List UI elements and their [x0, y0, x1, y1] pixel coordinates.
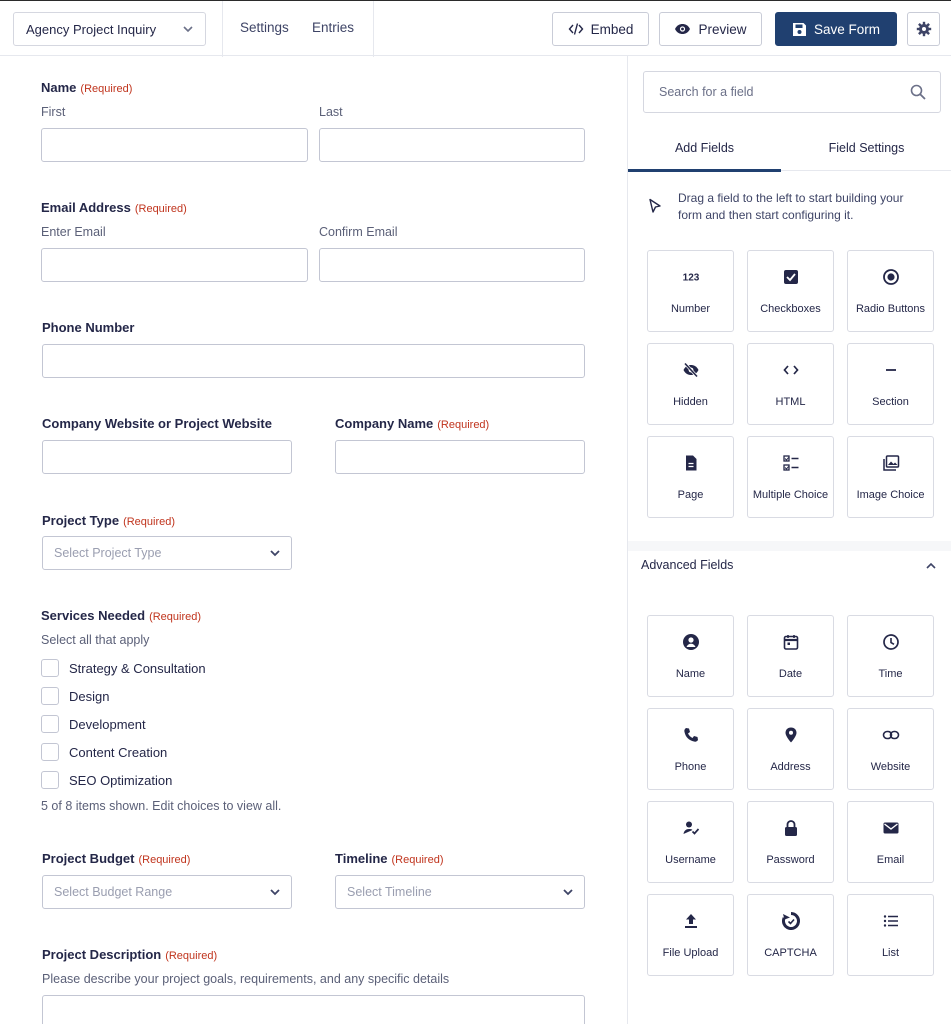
embed-button[interactable] [552, 12, 649, 46]
email-input[interactable] [41, 248, 308, 282]
field-tile-name[interactable] [647, 615, 734, 697]
save-form-button[interactable] [775, 12, 897, 46]
nav-entries-link[interactable]: Entries [312, 20, 355, 35]
company-name-input[interactable] [335, 440, 585, 474]
choices-shown-note: 5 of 8 items shown. Edit choices to view all. [41, 799, 282, 813]
timeline-select[interactable] [335, 875, 585, 909]
link-icon [848, 726, 933, 744]
eye-icon [674, 23, 691, 35]
gear-icon [916, 21, 932, 37]
choice-label: SEO Optimization [69, 772, 173, 788]
radio-icon [848, 268, 933, 286]
divider [373, 1, 374, 57]
tab-field-settings[interactable]: Field Settings [828, 141, 905, 155]
services-needed-label: Services Needed (Required) [41, 608, 202, 623]
timeline-placeholder: Select Timeline [347, 885, 432, 899]
checkbox-choice[interactable] [41, 659, 206, 677]
field-tile-label: Image Choice [856, 489, 925, 501]
captcha-icon [748, 912, 833, 930]
checkbox-choice[interactable] [41, 771, 172, 789]
form-name: Agency Project Inquiry [26, 21, 157, 37]
checkbox-choice[interactable] [41, 715, 146, 733]
checkbox-choice[interactable] [41, 743, 167, 761]
settings-gear-button[interactable] [907, 12, 940, 46]
checkbox[interactable] [41, 687, 59, 705]
last-name-input[interactable] [319, 128, 585, 162]
choice-label: Development [69, 716, 146, 732]
phone-field-label: Phone Number [42, 320, 135, 335]
checkbox-choice[interactable] [41, 687, 109, 705]
field-tile-checkboxes[interactable] [747, 250, 834, 332]
project-type-select[interactable] [42, 536, 292, 570]
choice-label: Strategy & Consultation [69, 660, 206, 676]
upload-icon [648, 912, 733, 930]
chevron-down-icon [562, 886, 574, 898]
field-tile-label: List [881, 947, 900, 959]
number-icon [648, 268, 733, 286]
minus-icon [848, 361, 933, 379]
budget-select[interactable] [42, 875, 292, 909]
required-indicator: (Required) [138, 854, 191, 866]
field-tile-multiple-choice[interactable] [747, 436, 834, 518]
field-tile-email[interactable] [847, 801, 934, 883]
email-field-label: Email Address (Required) [41, 200, 187, 215]
lock-icon [748, 819, 833, 837]
field-tile-label: Username [665, 854, 716, 866]
floppy-disk-icon [792, 22, 807, 37]
field-tile-phone[interactable] [647, 708, 734, 790]
chevron-down-icon [269, 886, 281, 898]
project-type-label: Project Type (Required) [42, 513, 176, 528]
nav-settings-link[interactable]: Settings [240, 20, 289, 35]
checkbox[interactable] [41, 715, 59, 733]
first-name-input[interactable] [41, 128, 308, 162]
website-input[interactable] [42, 440, 292, 474]
code-icon [748, 361, 833, 379]
field-tile-label: Section [872, 396, 909, 408]
image-gallery-icon [848, 454, 933, 472]
field-tile-label: Number [670, 303, 711, 315]
field-tile-label: Page [677, 489, 704, 501]
field-tile-page[interactable] [647, 436, 734, 518]
search-icon [910, 84, 926, 100]
field-picker-panel [627, 56, 951, 1024]
field-search-input[interactable] [643, 71, 941, 113]
field-tile-label: Radio Buttons [855, 303, 926, 315]
project-type-placeholder: Select Project Type [54, 546, 162, 560]
phone-input[interactable] [42, 344, 585, 378]
section-separator [628, 541, 951, 551]
project-description-label: Project Description (Required) [42, 947, 218, 962]
choice-label: Content Creation [69, 744, 168, 760]
field-tile-hidden[interactable] [647, 343, 734, 425]
tab-add-fields[interactable]: Add Fields [674, 141, 735, 155]
field-tile-label: Multiple Choice [752, 489, 829, 501]
top-toolbar [0, 0, 951, 56]
field-tile-label: Address [770, 761, 811, 773]
field-tile-label: Phone [674, 761, 707, 773]
field-tile-label: HTML [775, 396, 806, 408]
map-pin-icon [748, 726, 833, 744]
document-icon [648, 454, 733, 472]
website-field-label: Company Website or Project Website [42, 416, 272, 431]
field-tile-password[interactable] [747, 801, 834, 883]
advanced-fields-heading: Advanced Fields [641, 558, 734, 572]
field-tile-label: CAPTCHA [764, 947, 817, 959]
code-icon [568, 22, 584, 36]
active-tab-indicator [628, 169, 781, 172]
divider [222, 1, 223, 57]
first-name-sublabel: First [41, 105, 66, 119]
confirm-email-sublabel: Confirm Email [319, 225, 398, 239]
chevron-down-icon [181, 22, 195, 36]
services-description: Select all that apply [41, 633, 150, 647]
user-circle-icon [648, 633, 733, 651]
calendar-icon [748, 633, 833, 651]
search-placeholder: Search for a field [659, 85, 754, 99]
budget-placeholder: Select Budget Range [54, 885, 173, 899]
field-tile-list[interactable] [847, 894, 934, 976]
project-description-help: Please describe your project goals, requirements, and any specific details [42, 972, 450, 986]
checkbox[interactable] [41, 743, 59, 761]
project-description-textarea[interactable] [42, 995, 585, 1024]
field-tile-username[interactable] [647, 801, 734, 883]
field-tile-section[interactable] [847, 343, 934, 425]
required-indicator: (Required) [391, 854, 444, 866]
choice-label: Design [69, 688, 110, 704]
required-indicator: (Required) [80, 83, 133, 95]
field-tile-label: Name [675, 668, 706, 680]
field-tile-radio-buttons[interactable] [847, 250, 934, 332]
field-tile-website[interactable] [847, 708, 934, 790]
required-indicator: (Required) [165, 950, 218, 962]
field-tile-number[interactable] [647, 250, 734, 332]
field-tile-file-upload[interactable] [647, 894, 734, 976]
field-tile-label: Date [778, 668, 803, 680]
list-icon [848, 912, 933, 930]
field-tile-captcha[interactable] [747, 894, 834, 976]
field-tile-label: File Upload [662, 947, 719, 959]
confirm-email-input[interactable] [319, 248, 585, 282]
field-tile-label: Password [766, 854, 815, 866]
preview-button[interactable] [659, 12, 762, 46]
required-indicator: (Required) [149, 611, 202, 623]
clock-icon [848, 633, 933, 651]
field-tile-address[interactable] [747, 708, 834, 790]
chevron-up-icon[interactable] [925, 560, 937, 572]
required-indicator: (Required) [134, 203, 187, 215]
field-tile-label: Hidden [673, 396, 708, 408]
project-budget-label: Project Budget (Required) [42, 851, 191, 866]
embed-label: Embed [590, 21, 634, 37]
preview-label: Preview [698, 21, 747, 37]
chevron-down-icon [269, 547, 281, 559]
checklist-icon [748, 454, 833, 472]
field-tile-html[interactable] [747, 343, 834, 425]
field-tile-label: Website [870, 761, 911, 773]
field-tile-time[interactable] [847, 615, 934, 697]
timeline-label: Timeline (Required) [335, 851, 444, 866]
name-field-label: Name (Required) [41, 80, 133, 95]
field-tile-label: Checkboxes [760, 303, 821, 315]
checkbox[interactable] [41, 771, 59, 789]
save-form-label: Save Form [813, 21, 881, 37]
required-indicator: (Required) [123, 516, 176, 528]
checkbox[interactable] [41, 659, 59, 677]
eye-off-icon [648, 361, 733, 379]
company-field-label: Company Name (Required) [335, 416, 490, 431]
phone-icon [648, 726, 733, 744]
envelope-icon [848, 819, 933, 837]
field-tile-image-choice[interactable] [847, 436, 934, 518]
svg-text:123: 123 [682, 272, 699, 284]
cursor-pointer-icon [648, 198, 662, 214]
form-switcher-dropdown[interactable] [13, 12, 206, 46]
field-tile-label: Time [878, 668, 903, 680]
field-tile-label: Email [876, 854, 905, 866]
required-indicator: (Required) [437, 419, 490, 431]
form-canvas [0, 56, 627, 1024]
drag-hint-text: Drag a field to the left to start building your form and then start configuring it. [678, 191, 904, 222]
last-name-sublabel: Last [319, 105, 343, 119]
checkbox-icon [748, 268, 833, 286]
enter-email-sublabel: Enter Email [41, 225, 106, 239]
user-check-icon [648, 819, 733, 837]
field-tile-date[interactable] [747, 615, 834, 697]
